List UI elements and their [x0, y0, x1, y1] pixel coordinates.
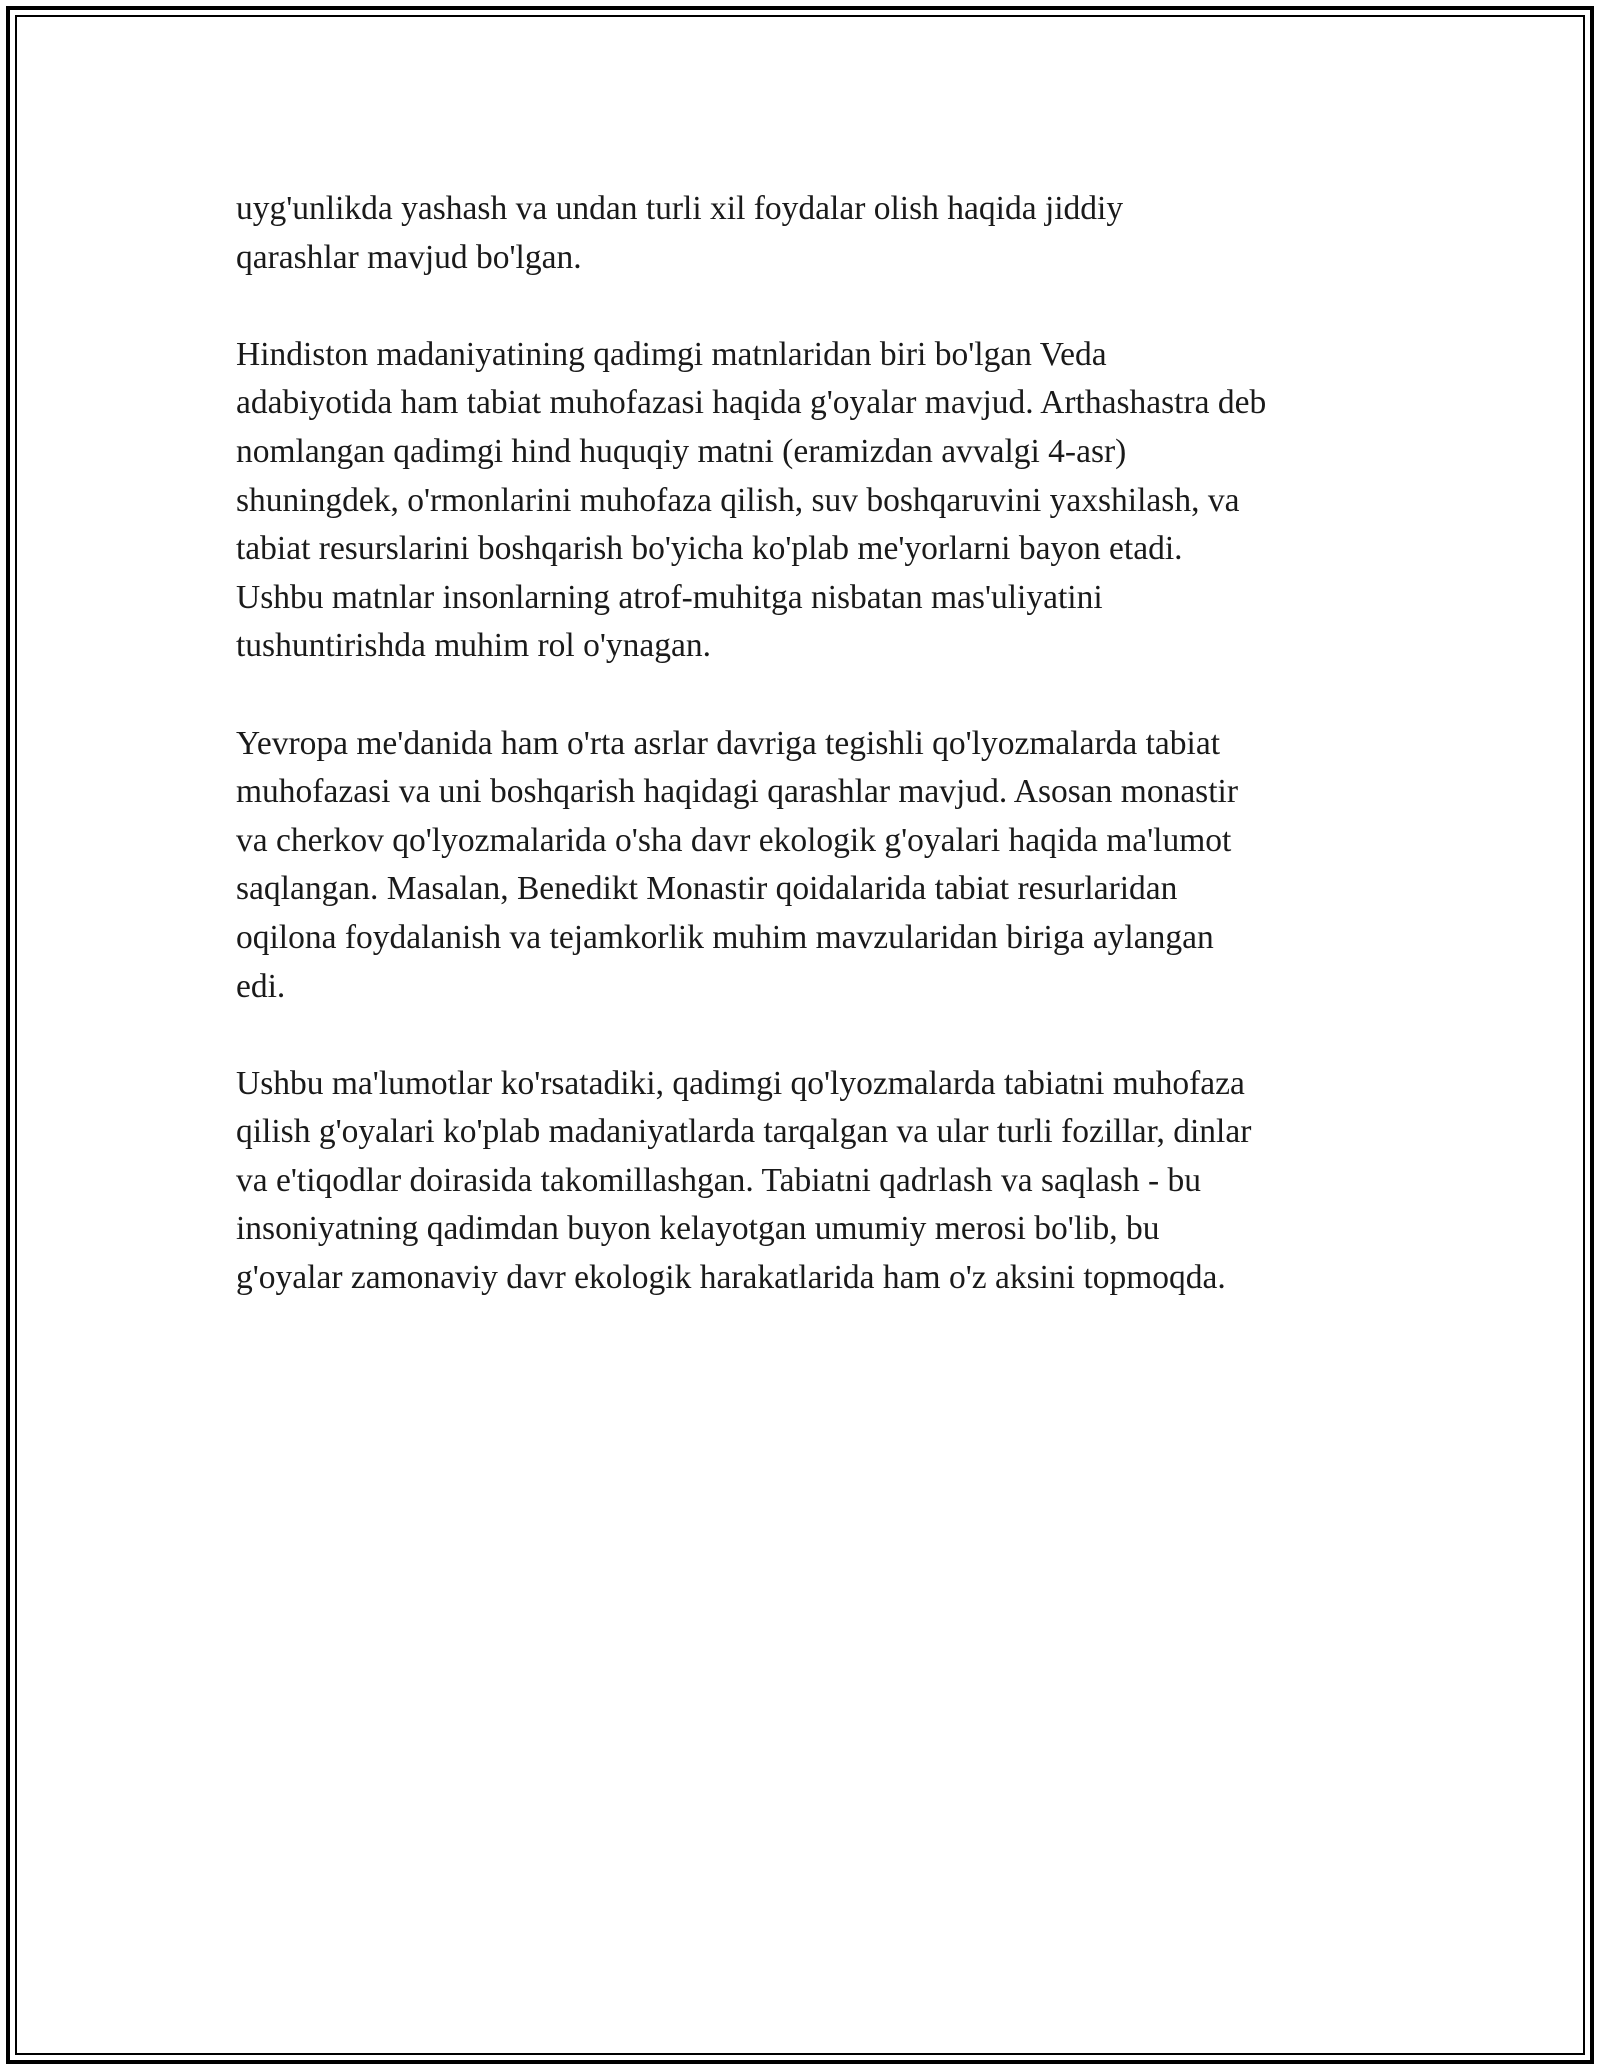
- paragraph-3: Yevropa me'danida ham o'rta asrlar davriga tegishli qo'lyozmalarda tabiat muhofazasi va uni boshqarish haqidagi qarashlar mavjud. Asosan monastir va cherkov qo'lyozmalarida o'sha davr ekologik g'oyalari haqida ma'lumot saqlangan. Masalan, Benedikt Monastir qoidalarida tabiat resurlaridan oqilona foydalanish va tejamkorlik muhim mavzularidan biriga aylangan edi.: [236, 724, 1238, 1005]
- document-body: [236, 185, 1376, 1351]
- paragraph-1: uyg'unlikda yashash va undan turli xil foydalar olish haqida jiddiy qarashlar mavjud bo'lgan.: [236, 190, 1124, 276]
- paragraph-4: Ushbu ma'lumotlar ko'rsatadiki, qadimgi qo'lyozmalarda tabiatni muhofaza qilish g'oyalari ko'plab madaniyatlarda tarqalgan va ular turli fozillar, dinlar va e'tiqodlar doirasida takomillashgan. Tabiatni qadrlash va saqlash - bu insoniyatning qadimdan buyon kelayotgan umumiy merosi bo'lib, bu g'oyalar zamonaviy davr ekologik harakatlarida ham o'z aksini topmoqda.: [236, 1064, 1252, 1297]
- paragraph-2: Hindiston madaniyatining qadimgi matnlaridan biri bo'lgan Veda adabiyotida ham tabiat muhofazasi haqida g'oyalar mavjud. Arthashastra deb nomlangan qadimgi hind huquqiy matni (eramizdan avvalgi 4-asr) shuningdek, o'rmonlarini muhofaza qilish, suv boshqaruvini yaxshilash, va tabiat resurslarini boshqarish bo'yicha ko'plab me'yorlarni bayon etadi. Ushbu matnlar insonlarning atrof-muhitga nisbatan mas'uliyatini tushuntirishda muhim rol o'ynagan.: [236, 335, 1267, 665]
